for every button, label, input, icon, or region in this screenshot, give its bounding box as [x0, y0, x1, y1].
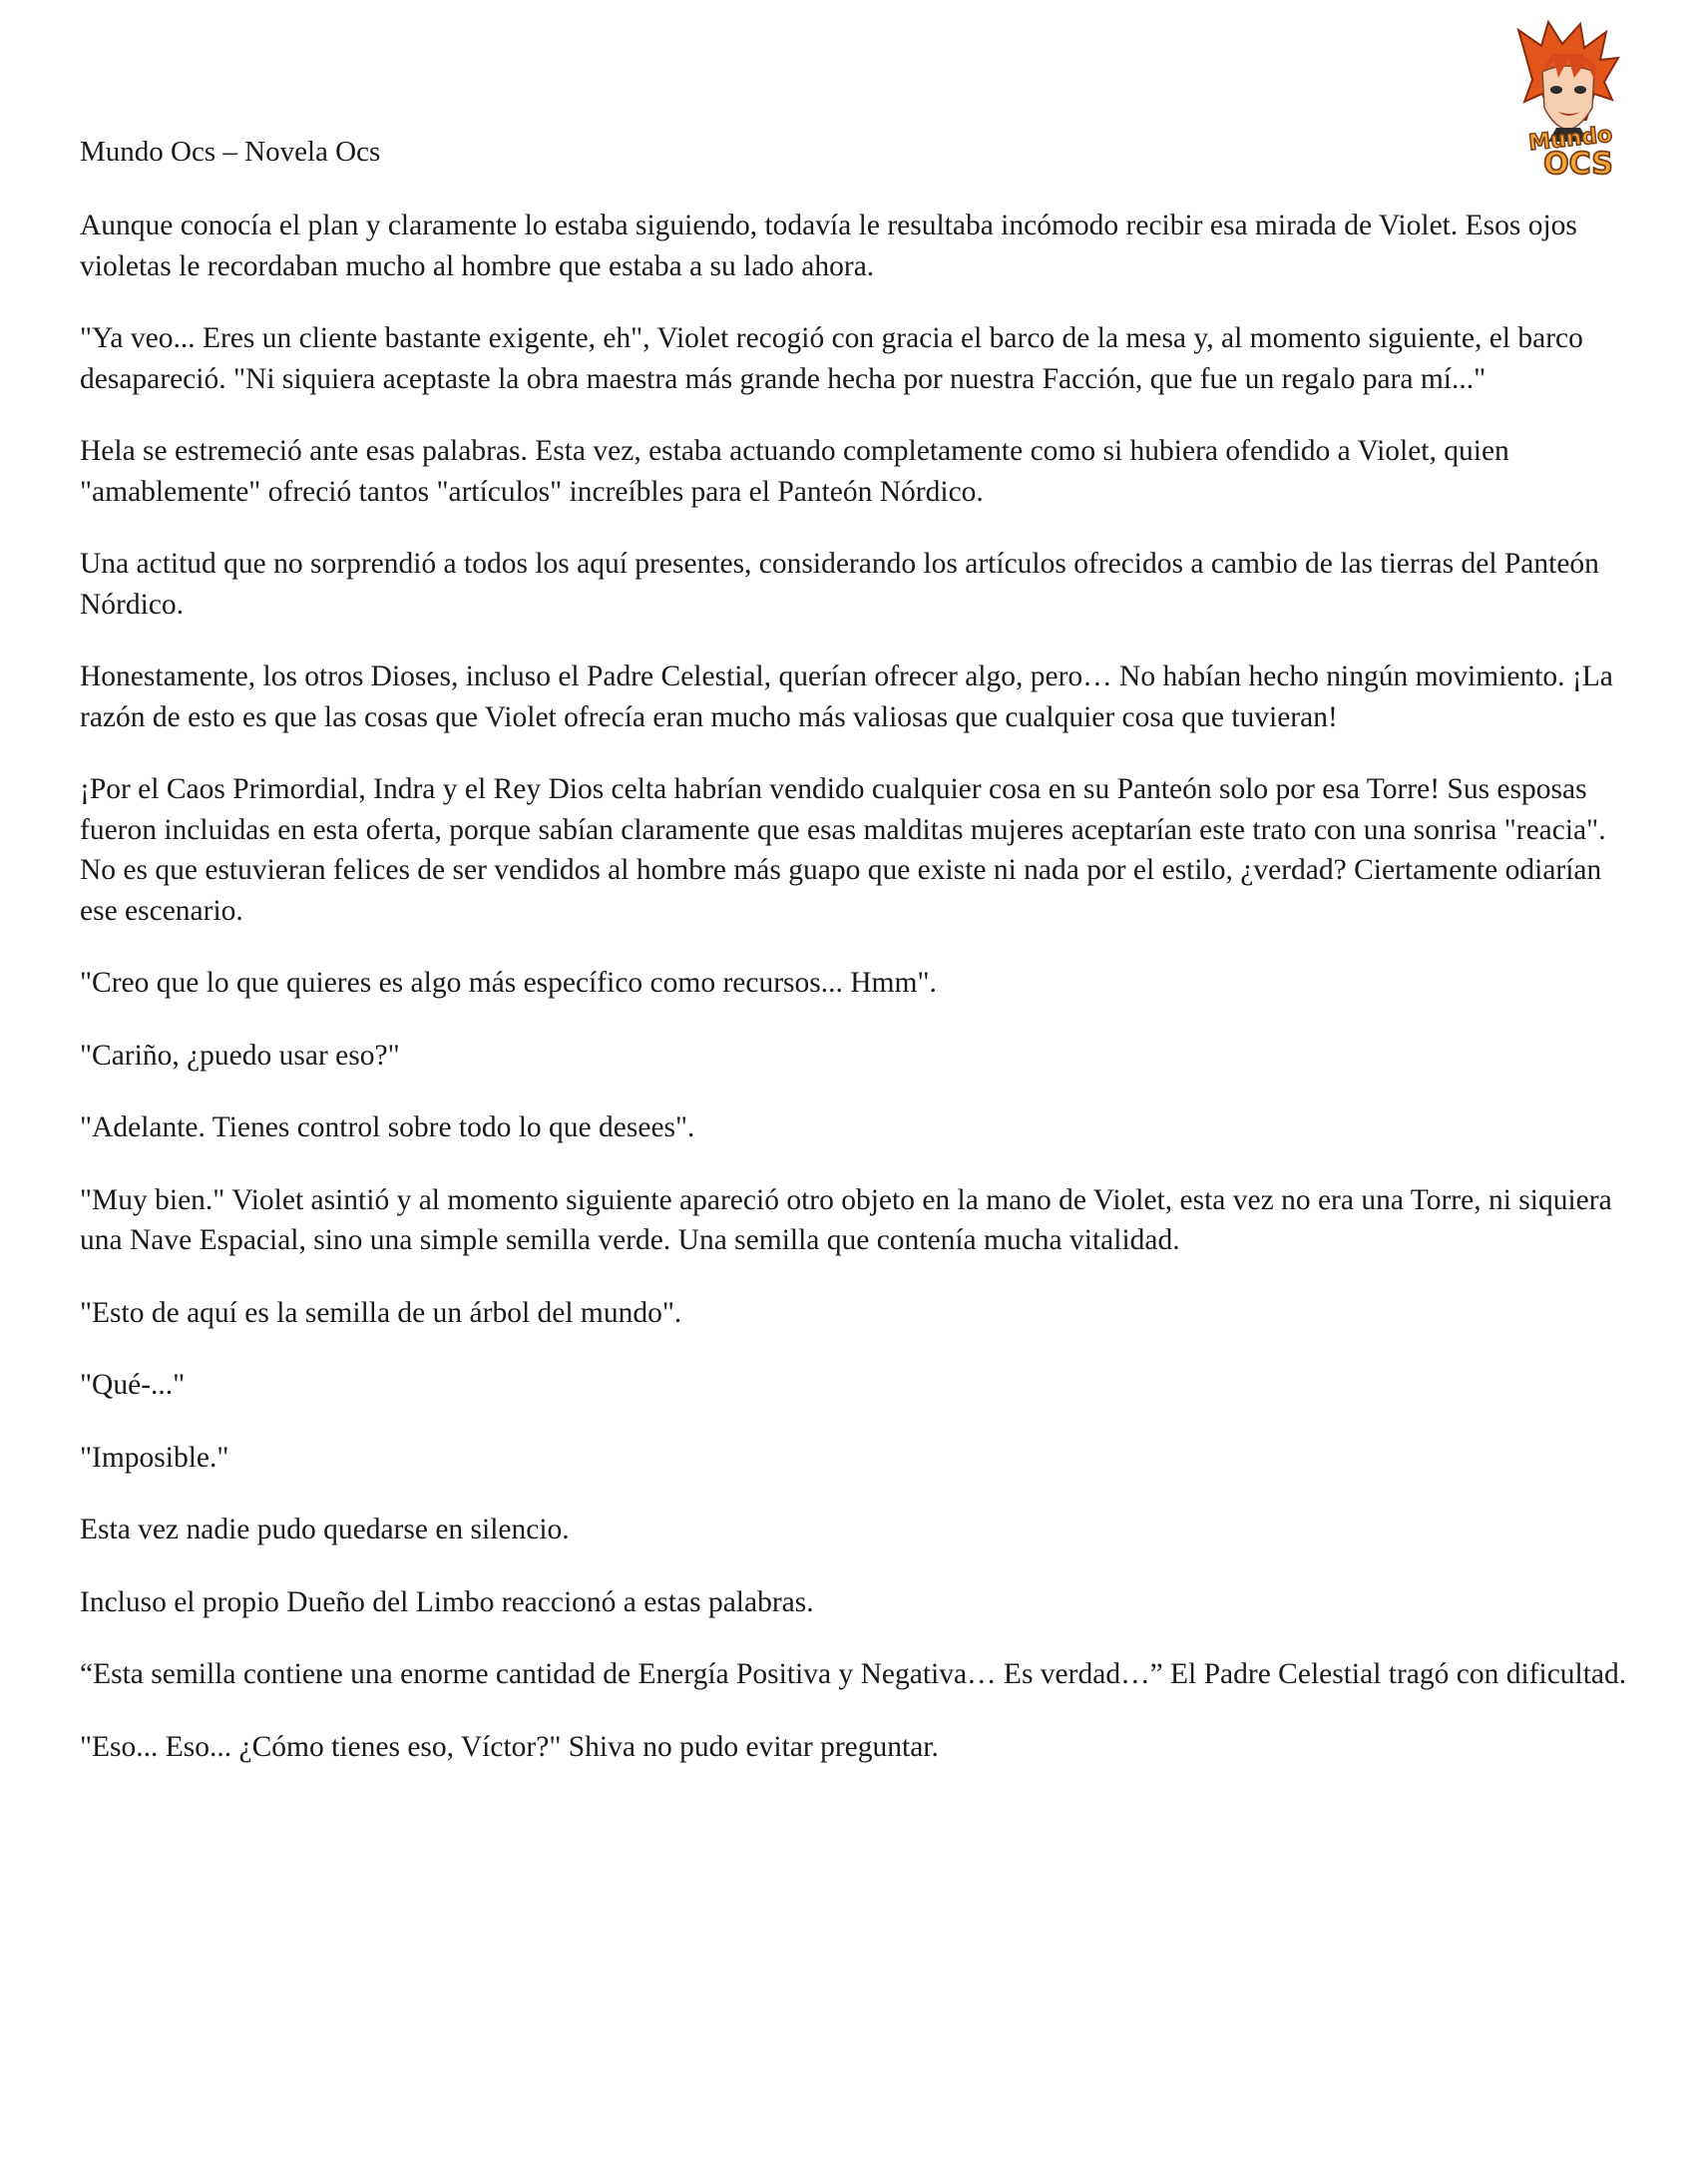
paragraph: Honestamente, los otros Dioses, incluso el Padre Celestial, querían ofrecer algo, pero… No habían hecho ningún movimiento. ¡La razón de esto es que las cosas que Violet ofrecía eran mucho más valiosas que cualquier cosa que tuvieran!: [80, 660, 1613, 733]
paragraph: "Eso... Eso... ¿Cómo tienes eso, Víctor?" Shiva no pudo evitar preguntar.: [80, 1730, 939, 1763]
paragraph: "Imposible.": [80, 1441, 229, 1474]
paragraph: “Esta semilla contiene una enorme cantidad de Energía Positiva y Negativa… Es verdad…” El Padre Celestial tragó con dificultad.: [80, 1658, 1627, 1690]
document-header: Mundo Ocs – Novela Ocs: [80, 136, 381, 168]
paragraph: Esta vez nadie pudo quedarse en silencio.: [80, 1514, 570, 1545]
paragraph: "Muy bien." Violet asintió y al momento siguiente apareció otro objeto en la mano de Violet, esta vez no era una Torre, ni siquiera una Nave Espacial, sino una simple semilla verde. Una semilla que contenía mucha vitalidad.: [80, 1183, 1612, 1256]
paragraph: Una actitud que no sorprendió a todos los aquí presentes, considerando los artículos ofrecidos a cambio de las tierras del Panteón Nórdico.: [80, 548, 1599, 621]
mundo-ocs-logo: [1496, 20, 1646, 180]
paragraph: "Esto de aquí es la semilla de un árbol del mundo".: [80, 1296, 682, 1329]
logo-text-line2: OCS: [1543, 147, 1613, 180]
logo-icon: [1496, 20, 1646, 180]
paragraph: Aunque conocía el plan y claramente lo estaba siguiendo, todavía le resultaba incómodo recibir esa mirada de Violet. Esos ojos violetas le recordaban mucho al hombre que estaba a su lado ahora.: [80, 210, 1577, 282]
paragraph: Hela se estremeció ante esas palabras. Esta vez, estaba actuando completamente como si hubiera ofendido a Violet, quien "amablemente" ofreció tantos "artículos" increíbles para el Panteón Nórdico.: [80, 435, 1509, 508]
paragraph: "Creo que lo que quieres es algo más específico como recursos... Hmm".: [80, 967, 937, 999]
paragraph: ¡Por el Caos Primordial, Indra y el Rey Dios celta habrían vendido cualquier cosa en su Panteón solo por esa Torre! Sus esposas fueron incluidas en esta oferta, porque sabían claramente que esas malditas mujeres aceptarían este trato con una sonrisa "reacia". No es que estuvieran felices de ser vendidos al hombre más guapo que existe ni nada por el estilo, ¿verdad? Ciertamente odiarían ese escenario.: [80, 773, 1606, 927]
logo-text-line1: Mundo: [1527, 122, 1614, 157]
document-body: [80, 206, 1646, 1799]
paragraph: "Adelante. Tienes control sobre todo lo que desees".: [80, 1111, 695, 1143]
paragraph: "Cariño, ¿puedo usar eso?": [80, 1039, 400, 1072]
paragraph: "Ya veo... Eres un cliente bastante exigente, eh", Violet recogió con gracia el barco de la mesa y, al momento siguiente, el barco desapareció. "Ni siquiera aceptaste la obra maestra más grande hecha por nuestra Facción, que fue un regalo para mí...": [80, 322, 1583, 395]
paragraph: "Qué-...": [80, 1369, 186, 1401]
paragraph: Incluso el propio Dueño del Limbo reaccionó a estas palabras.: [80, 1585, 814, 1618]
